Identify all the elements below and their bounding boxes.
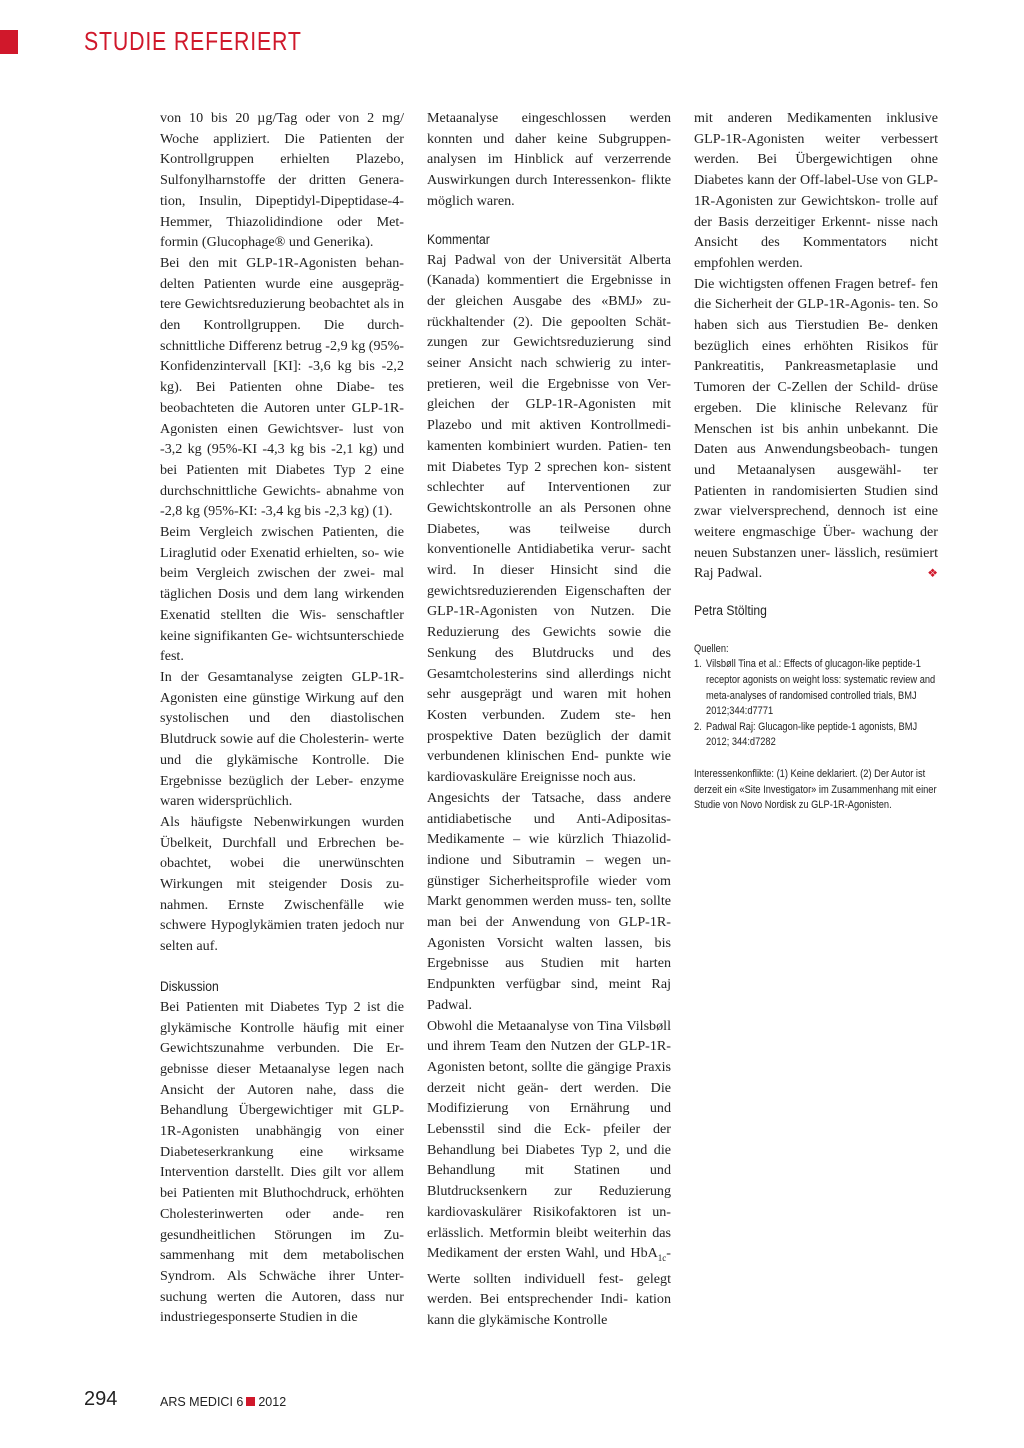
column-3 bbox=[694, 108, 938, 814]
reference-text: Vilsbøll Tina et al.: Effects of glucagon-like peptide-1 receptor agonists on weight loss: systematic review and meta-analyses of randomised controlled trials, BMJ 2012;344:d7771 bbox=[706, 658, 936, 718]
paragraph bbox=[427, 1016, 671, 1331]
reference-item bbox=[694, 657, 937, 719]
separator-square-icon bbox=[246, 1397, 255, 1406]
paragraph-text: -Werte sollten individuell fest- gelegt werden. Bei entsprechender Indi- kation kann die glykämische Kontrolle bbox=[427, 1245, 671, 1329]
paragraph: Angesichts der Tatsache, dass andere antidiabetische und Anti-Adipositas- Medikamente – wie kürzlich Thiazolid- indione und Sibutramin – wegen un- günstiger Sicherheitsprofile wieder vom Markt genommen werden muss- ten, sollte man bei der Anwendung von GLP-1R-Agonisten Vorsicht walten lassen, bis Ergebnisse aus Studien mit harten Endpunkten verfügbar sind, meint Raj Padwal. bbox=[427, 789, 671, 1013]
hba1c-prefix: HbA bbox=[630, 1245, 658, 1262]
author-name: Petra Stölting bbox=[694, 603, 767, 619]
reference-list bbox=[694, 657, 937, 751]
page-number: 294 bbox=[84, 1388, 118, 1410]
paragraph: Beim Vergleich zwischen Patienten, die Liraglutid oder Exenatid erhielten, so- wie beim Vergleich zwischen der zwei- mal täglichen Dosis und dem lang wirkenden Exenatid stellten die Wis- senschaftler keine signifikanten Ge- wichtsunterschiede fest. bbox=[160, 524, 404, 665]
paragraph: von 10 bis 20 µg/Tag oder von 2 mg/ Woche appliziert. Die Patienten der Kontrollgruppen erhielten Plazebo, Sulfonylharnstoffe der dritten Genera- tion, Insulin, Dipeptidyl-Dipeptidase-4- Hemmer, Thiazolidindione oder Met- formin (Glucophage® und Generika). bbox=[160, 110, 404, 251]
reference-number: 2. bbox=[694, 720, 702, 733]
heading-diskussion: Diskussion bbox=[160, 978, 219, 994]
paragraph bbox=[694, 274, 938, 585]
column-1 bbox=[160, 108, 404, 1328]
paragraph: In der Gesamtanalyse zeigten GLP-1R- Agonisten eine günstige Wirkung auf den systolischen und den diastolischen Blutdruck sowie auf die Cholesterin- werte und die glykämische Kontrolle. Die Ergebnisse bezüglich der Leber- enzyme waren widersprüchlich. bbox=[160, 668, 404, 810]
paragraph: Bei Patienten mit Diabetes Typ 2 ist die glykämische Kontrolle häufig mit einer Gewichtszunahme verbunden. Die Er- gebnisse dieser Metaanalyse legen nach Ansicht der Autoren nahe, dass die Behandlung Übergewichtiger mit GLP- 1R-Agonisten unabhängig von einer Diabeteserkrankung eine wirksame Intervention darstellt. Dies gilt vor allem bei Patienten mit Bluthochdruck, erhöhten Cholesterinwerten oder ande- ren gesundheitlichen Störungen im Zu- sammenhang mit dem metabolischen Syndrom. Als Schwäche ihrer Unter- suchung werten die Autoren, dass nur industriegesponserte Studien in die bbox=[160, 998, 404, 1326]
column-2 bbox=[427, 108, 671, 1331]
reference-number: 1. bbox=[694, 658, 702, 671]
paragraph: Raj Padwal von der Universität Alberta (Kanada) kommentiert die Ergebnisse in der gleichen Ausgabe des «BMJ» zu- rückhaltender (2). Die gepoolten Schät- zungen zur Gewichtsreduzierung sind seiner Ansicht nach schwierig zu inter- pretieren, weil die Ergebnisse von Ver- gleichen der GLP-1R-Agonisten mit Plazebo und mit aktiven Kontrollmedi- kamenten kombiniert wurden. Patien- ten mit Diabetes Typ 2 sprechen kon- sistent schlechter auf Interventionen zur Gewichtskontrolle an als Personen ohne Diabetes, was teilweise durch konventionelle Antidiabetika verur- sacht wird. In dieser Hinsicht sind die gewichtsreduzierenden Eigenschaften der GLP-1R-Agonisten von Nutzen. Die Reduzierung des Gewichts sowie die Senkung des Blutdrucks und des Gesamtcholesterins sind allerdings nicht sehr ausgeprägt und waren mit hohen Kosten verbunden. Zudem ste- hen prospektive Daten bezüglich der damit verbundenen klinischen End- punkte wie kardiovaskuläre Ereignisse noch aus. bbox=[427, 251, 671, 786]
paragraph: mit anderen Medikamenten inklusive GLP-1R-Agonisten weiter verbessert werden. Bei Übergewichtigen ohne Diabetes kann der Off-label-Use von GLP-1R-Agonisten zur Gewichtskon- trolle auf der Basis derzeitiger Erkennt- nisse nach Ansicht des Kommentators nicht empfohlen werden. bbox=[694, 110, 938, 271]
journal-year: 2012 bbox=[258, 1395, 287, 1409]
paragraph: Bei den mit GLP-1R-Agonisten behan- delten Patienten wurde eine ausgepräg- tere Gewichtsreduzierung beobachtet als in den Kontrollgruppen. Die durch- schnittliche Differenz betrug -2,9 kg (95%-Konfidenzintervall [KI]: -3,6 kg bis -2,2 kg). Bei Patienten ohne Diabe- tes beobachteten die Autoren unter GLP-1R-Agonisten einen Gewichtsver- lust von -3,2 kg (95%-KI -4,3 kg bis -2,1 kg) und bei Patienten mit Diabetes Typ 2 eine durchschnittliche Gewichts- abnahme von -2,8 kg (95%-KI: -3,4 kg bis -2,3 kg) (1). bbox=[160, 254, 404, 520]
references-heading: Quellen: bbox=[694, 642, 729, 655]
reference-item bbox=[694, 720, 937, 751]
conflict-of-interest: Interessenkonflikte: (1) Keine deklariert. (2) Der Autor ist derzeit ein «Site Investigator» im Zusammenhang mit einer Studie von Novo Nordisk zu GLP-1R-Agonisten. bbox=[694, 768, 937, 812]
paragraph-text: Die wichtigsten offenen Fragen betref- fen die Sicherheit der GLP-1R-Agonis- ten. So haben sich aus Tierstudien Be- denken bezüglich eines erhöhten Risikos für Pankreatitis, Pankreasmetaplasie und Tumoren der C-Zellen der Schild- drüse ergeben. Die klinische Relevanz für Menschen ist bis anhin unbekannt. Die Daten aus Anwendungsbeobach- tungen und Metaanalysen ausgewähl- ter Patienten in randomisierten Studien sind zwar vielversprechend, dennoch ist eine weitere engmaschige Über- wachung der neuen Substanzen uner- lässlich, resümiert Raj Padwal. bbox=[694, 275, 938, 582]
reference-text: Padwal Raj: Glucagon-like peptide-1 agonists, BMJ 2012; 344:d7282 bbox=[706, 720, 918, 749]
journal-info bbox=[160, 1395, 286, 1409]
paragraph: Als häufigste Nebenwirkungen wurden Übelkeit, Durchfall und Erbrechen be- obachtet, wobei die unerwünschten Wirkungen mit steigender Dosis zu- nahmen. Ernste Zwischenfälle wie schwere Hypoglykämien traten jedoch nur selten auf. bbox=[160, 813, 404, 955]
paragraph-text: Obwohl die Metaanalyse von Tina Vilsbøll und ihrem Team den Nutzen der GLP-1R-Agonisten betont, sollte die gängige Praxis derzeit nicht geän- dert werden. Die Modifizierung von Ernährung und Lebensstil sind die Eck- pfeiler der Behandlung bei Diabetes Typ 2, und die Behandlung mit Statinen und Blutdrucksenkern zur Reduzierung kardiovaskulärer Risikofaktoren ist un- erlässlich. Metformin bleibt weiterhin das Medikament der ersten Wahl, und bbox=[427, 1017, 671, 1262]
heading-kommentar: Kommentar bbox=[427, 231, 490, 247]
section-title: STUDIE REFERIERT bbox=[84, 26, 302, 56]
header-accent-bar bbox=[0, 30, 18, 54]
hba1c-subscript: 1c bbox=[657, 1253, 667, 1264]
paragraph: Metaanalyse eingeschlossen werden konnten und daher keine Subgruppen- analysen im Hinblick auf verzerrende Auswirkungen durch Interessenkon- flikte möglich waren. bbox=[427, 110, 671, 209]
end-mark-icon: ❖ bbox=[927, 566, 938, 581]
journal-name: ARS MEDICI 6 bbox=[160, 1395, 244, 1409]
